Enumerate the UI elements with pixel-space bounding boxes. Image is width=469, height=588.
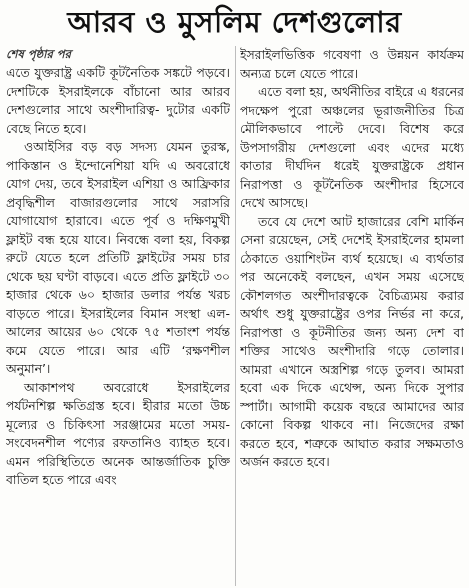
continued-from-label: শেষ পৃষ্ঠার পর <box>6 47 71 61</box>
headline: আরব ও মুসলিম দেশগুলোর <box>67 5 402 39</box>
paragraph: ইসরাইলভিত্তিক গবেষণা ও উন্নয়ন কার্যক্রম অন্যত্র চলে যেতে পারে। <box>240 47 464 81</box>
paragraph: তবে যে দেশে আট হাজারের বেশি মার্কিন সেনা রয়েছেন, সেই দেশেই ইসরাইলের হামলা ঠেকাতে ওয়াশিংটন ব্যর্থ হয়েছে। এ ব্যর্থতার পর অনেকেই বলছেন, এখন সময় এসেছে কৌশলগত অংশীদারত্বকে বৈচিত্র্যময় করার অর্থাৎ শুধু যুক্তরাষ্ট্রের ওপর নির্ভর না করে, নিরাপত্তা ও কূটনীতির জন্য অন্য দেশ বা শক্তির সাথেও অংশীদারি গড়ে তোলার। আমরা এখানে অস্ত্রশিল্প গড়ে তুলব। আমরা হবো এক দিকে এথেন্স, অন্য দিকে সুপার স্পার্টা। আগামী কয়েক বছরে আমাদের আর কোনো বিকল্প থাকবে না। নিজেদের রক্ষা করতে হবে, শত্রুকে আঘাত করার সক্ষমতাও অর্জন করতে হবে। <box>240 213 464 469</box>
column-right <box>240 46 464 586</box>
paragraph: ওআইসির বড় বড় সদস্য যেমন তুরস্ক, পাকিস্তান ও ইন্দোনেশিয়া যদি এ অবরোধে যোগ দেয়, তবে ইসরাইল এশিয়া ও আফ্রিকার প্রবৃদ্ধিশীল বাজারগুলোর সাথে সরাসরি যোগাযোগ হারাবে। এতে পূর্ব ও দক্ষিণমুখী ফ্লাইট বন্ধ হয়ে যাবে। নিবন্ধে বলা হয়, বিকল্প রুটে যেতে হলে প্রতিটি ফ্লাইটের সময় চার থেকে ছয় ঘণ্টা বাড়বে। এতে প্রতি ফ্লাইটে ৩০ হাজার থেকে ৬০ হাজার ডলার পর্যন্ত খরচ বাড়তে পারে। ইসরাইলের বিমান সংস্থা এল-আলের আয়ের ৬০ থেকে ৭৫ শতাংশ পর্যন্ত কমে যেতে পারে। আর এটি ‘রক্ষণশীল অনুমান’। <box>6 139 230 376</box>
paragraph: এতে বলা হয়, অর্থনীতির বাইরে এ ধরনের পদক্ষেপ পুরো অঞ্চলের ভূরাজনীতির চিত্র মৌলিকভাবে পাল্টে দেবে। বিশেষ করে উপসাগরীয় দেশগুলো এবং এদের মধ্যে কাতার দীর্ঘদিন ধরেই যুক্তরাষ্ট্রকে প্রধান নিরাপত্তা ও কূটনৈতিক অংশীদার হিসেবে দেখে আসছে। <box>240 84 464 210</box>
column-left <box>6 46 230 586</box>
paragraph: আকাশপথ অবরোধে ইসরাইলের পর্যটনশিল্প ক্ষতিগ্রস্ত হবে। হীরার মতো উচ্চ মূল্যের ও চিকিৎসা সরঞ্জামের মতো সময়-সংবেদনশীল পণ্যের রফতানিও ব্যাহত হবে। এমন পরিস্থিতিতে অনেক আন্তর্জাতিক চুক্তি বাতিল হতে পারে এবং <box>6 379 230 487</box>
column-divider <box>235 46 236 586</box>
article-body <box>6 46 464 586</box>
paragraph: এতে যুক্তরাষ্ট্র একটি কূটনৈতিক সঙ্কটে পড়বে। দেশটিকে ইসরাইলকে বাঁচানো আর আরব দেশগুলোর সাথে অংশীদারিত্ব- দুটোর একটি বেছে নিতে হবে। <box>6 65 230 136</box>
